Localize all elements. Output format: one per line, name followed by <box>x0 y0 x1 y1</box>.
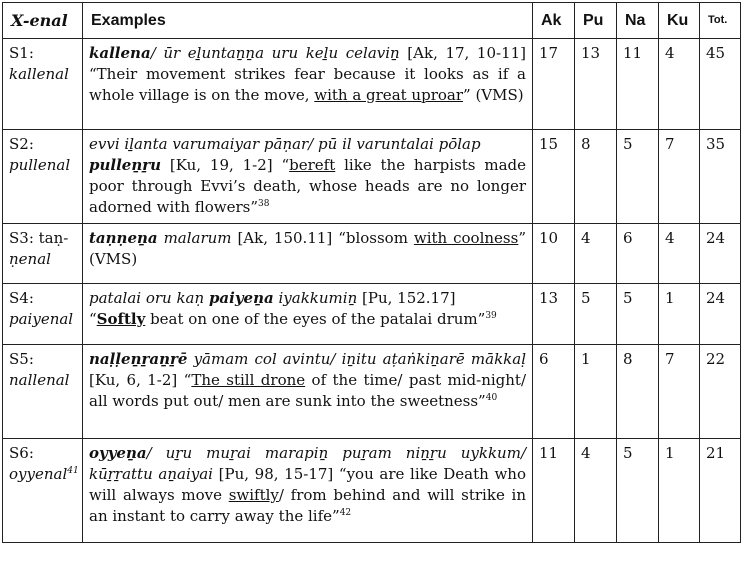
example-translation-end: ” (VMS) <box>89 229 526 268</box>
count-ku: 7 <box>659 345 700 439</box>
example-source-text: evvi iḻanta varumaiyar pāṇar/ pū il varuntalai pōlap <box>89 135 481 153</box>
footnote-ref: 41 <box>67 466 79 476</box>
row-label <box>3 284 83 345</box>
row-term: pullenal <box>9 156 71 174</box>
count-ku: 4 <box>659 224 700 284</box>
example-highlight: The still drone <box>191 371 306 389</box>
row-term: paiyenal <box>9 310 74 328</box>
count-na: 5 <box>617 439 659 543</box>
row-term: kallenal <box>9 65 69 83</box>
example-translation: [Pu, 98, 15-17] “you are like Death who will always move <box>89 465 526 504</box>
count-na: 5 <box>617 284 659 345</box>
example-translation: [Ku, 6, 1-2] “ <box>89 371 192 389</box>
example-keyword: naḷḷeṉṟaṉṟē <box>89 350 188 368</box>
count-pu: 8 <box>575 130 617 224</box>
example-cell <box>83 39 533 130</box>
example-keyword: kallena <box>89 44 151 62</box>
table-row <box>3 224 741 284</box>
example-source-text: patalai oru kaṇ <box>89 289 205 307</box>
footnote-ref: 39 <box>485 311 497 321</box>
example-highlight: Softly <box>96 310 146 328</box>
header-total: Tot. <box>700 3 741 39</box>
count-ku: 4 <box>659 39 700 130</box>
header-ak: Ak <box>533 3 575 39</box>
row-code: S1: <box>9 44 34 62</box>
example-source-text-end: iyakkumiṉ <box>273 289 358 307</box>
row-label <box>3 439 83 543</box>
table-row <box>3 130 741 224</box>
example-cell: patalai oru kaṇ paiyeṉa iyakkumiṉ [Pu, 152.17] “Softly beat on one of the eyes of the patalai drum”$^{39}$ <box>83 284 533 345</box>
count-pu: 4 <box>575 224 617 284</box>
table-row <box>3 39 741 130</box>
count-ak: 15 <box>533 130 575 224</box>
example-source-text: malarum <box>157 229 232 247</box>
word-usage-table <box>2 2 741 543</box>
header-examples: Examples <box>83 3 533 39</box>
example-translation-end: / from behind and will strike in an instant to carry away the life” <box>89 486 526 525</box>
count-na: 6 <box>617 224 659 284</box>
example-keyword: taṇṇeṉa <box>89 229 158 247</box>
example-translation: beat on one of the eyes of the patalai drum” <box>145 310 486 328</box>
row-label <box>3 345 83 439</box>
row-label <box>3 130 83 224</box>
count-ak: 13 <box>533 284 575 345</box>
count-total: 35 <box>700 130 741 224</box>
example-cell <box>83 130 533 224</box>
example-translation: [Ku, 19, 1-2] “ <box>161 156 290 174</box>
example-translation-end: of the time/ past mid-night/ all words put out/ men are sunk into the sweetness” <box>89 371 527 410</box>
header-ku: Ku <box>659 3 700 39</box>
example-translation: [Ak, 150.11] “blossom <box>231 229 414 247</box>
header-pu: Pu <box>575 3 617 39</box>
count-total: 21 <box>700 439 741 543</box>
example-cell <box>83 224 533 284</box>
example-translation: [Ak, 17, 10-11] “Their movement strikes fear because it looks as if a whole village is on the move, <box>89 44 527 104</box>
example-source-text: / uṟu muṟai marapiṉ puṟam niṉṟu uykkum/ kūṟṟattu aṉaiyai <box>89 444 526 483</box>
count-pu: 5 <box>575 284 617 345</box>
count-ku: 7 <box>659 130 700 224</box>
header-x-enal: X-enal <box>3 3 83 39</box>
example-cell <box>83 345 533 439</box>
header-row <box>3 3 741 39</box>
count-ak: 11 <box>533 439 575 543</box>
count-pu: 1 <box>575 345 617 439</box>
count-total: 24 <box>700 224 741 284</box>
example-keyword: paiyeṉa <box>208 289 274 307</box>
count-ku: 1 <box>659 284 700 345</box>
count-na: 5 <box>617 130 659 224</box>
example-source-text: yāmam col avintu/ iṉitu aṭaṅkiṉarē mākkaḷ <box>187 350 526 368</box>
example-source-text: / ūr eḻuntaṉṉa uru keḻu celaviṉ <box>150 44 400 62</box>
count-ak: 6 <box>533 345 575 439</box>
row-term: ṇenal <box>9 250 51 268</box>
example-highlight: with a great uproar <box>314 86 464 104</box>
header-na: Na <box>617 3 659 39</box>
count-pu: 4 <box>575 439 617 543</box>
row-code: S2: <box>9 135 34 153</box>
row-code: S5: <box>9 350 34 368</box>
row-code: S3: taṇ- <box>9 229 69 247</box>
example-reference: [Pu, 152.17] <box>357 289 456 307</box>
footnote-ref: 42 <box>339 508 352 518</box>
count-ak: 10 <box>533 224 575 284</box>
count-na: 8 <box>617 345 659 439</box>
row-label <box>3 39 83 130</box>
table-row <box>3 284 741 345</box>
row-term: nallenal <box>9 371 70 389</box>
count-na: 11 <box>617 39 659 130</box>
footnote-ref: 40 <box>485 393 498 403</box>
row-code: S4: <box>9 289 34 307</box>
footnote-ref: 38 <box>258 199 270 209</box>
example-highlight: bereft <box>289 156 336 174</box>
row-code: S6: <box>9 444 34 462</box>
example-highlight: with coolness <box>413 229 519 247</box>
count-total: 24 <box>700 284 741 345</box>
example-keyword: pulleṉṟu <box>89 156 162 174</box>
example-cell <box>83 439 533 543</box>
table-row <box>3 439 741 543</box>
count-total: 22 <box>700 345 741 439</box>
count-ak: 17 <box>533 39 575 130</box>
row-term: oyyenal <box>9 465 68 483</box>
example-translation-end: like the harpists made poor through Evvi’s death, whose heads are no longer adorned with flowers” <box>89 156 526 216</box>
count-total: 45 <box>700 39 741 130</box>
table-row <box>3 345 741 439</box>
example-highlight: swiftly <box>228 486 279 504</box>
example-keyword: oyyeṉa <box>89 444 147 462</box>
count-pu: 13 <box>575 39 617 130</box>
example-translation-end: ” (VMS) <box>463 86 524 104</box>
count-ku: 1 <box>659 439 700 543</box>
row-label <box>3 224 83 284</box>
